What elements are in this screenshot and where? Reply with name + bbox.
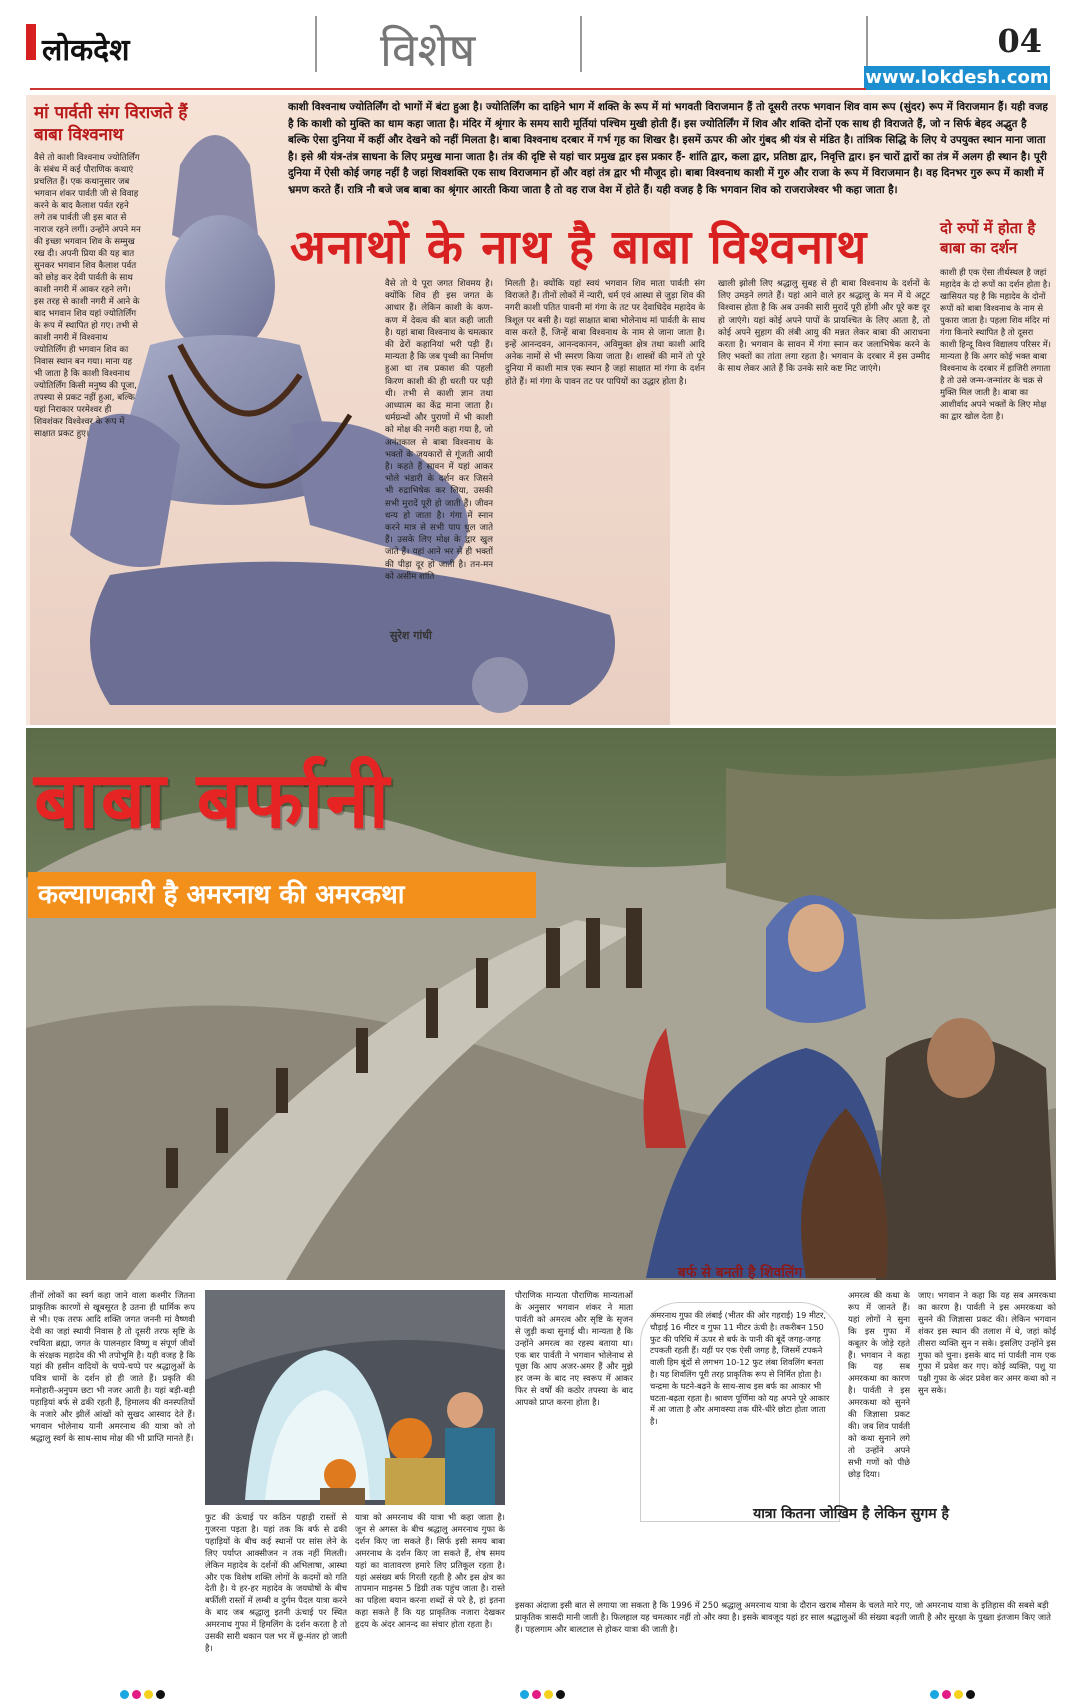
newspaper-logo[interactable]: लोकदेश (42, 33, 130, 68)
black-dot (966, 1690, 975, 1699)
black-dot (156, 1690, 165, 1699)
masthead (0, 0, 1080, 92)
divider (866, 16, 868, 72)
cyan-dot (520, 1690, 529, 1699)
shivling-box-heading: बर्फ से बनती है शिवलिंग (677, 1265, 803, 1281)
cyan-dot (120, 1690, 129, 1699)
article-column-1: वैसे तो ये पूरा जगत शिवमय है। क्योंकि शिव ही इस जगत के आधार हैं। लेकिन काशी के कण-कण में देवत्व की बात कही जाती है। यहां बाबा विश्वनाथ के चमत्कार की ढेरों कहानियां भरी पड़ी हैं। मान्यता है कि जब पृथ्वी का निर्माण हुआ था तब प्रकाश की पहली किरण काशी की ही धरती पर पड़ी थी। तभी से काशी ज्ञान तथा आध्यात्म का केंद्र माना जाता है। धर्मग्रन्थों और पुराणों में भी काशी को मोक्ष की नगरी कहा गया है, जो अनंतकाल से बाबा विश्वनाथ के भक्तों के जयकारों से गूंजती आयी है। कहते हैं सावन में यहां आकर भोले भंडारी के दर्शन कर जिसने भी रुद्राभिषेक कर लिया, उसकी सभी मुरादें पूरी हो जाती हैं। जीवन धन्य हो जाता है। गंगा में स्नान करने मात्र से सभी पाप धुल जाते हैं। उसके लिए मोक्ष के द्वार खुल जाते हैं। यहां आने भर से ही भक्तों की पीड़ा दूर हो जाती है। तन-मन को असीम शांति (385, 279, 493, 582)
bottom-column-1: तीनों लोकों का स्वर्ग कहा जाने वाला कश्मीर जितना प्राकृतिक कारणों से खूबसूरत है उतना ही धार्मिक रूप से भी। एक तरफ आदि शक्ति जगत जननी मां वैष्णवी देवी का जहां स्थायी निवास है तो दूसरी तरफ सृष्टि के रचयिता ब्रह्मा, जगत के पालनहार विष्णु व संपूर्ण जीवों के संरक्षक महादेव की भी तपोभूमि है। यही वजह है कि यहां की हसीन वादियों के चप्पे-चप्पे पर श्रद्धालुओं के पवित्र धामों के दर्शन हो ही जाते हैं। प्रकृति की मनोहारी-अनुपम छटा भी नजर आती है। यहां बड़ी-बड़ी पहाड़ियां बर्फ से ढकी रहती हैं, हिमालय की वनस्पतियों के नजारे और झीलें आंखों को सुखद आस्वाद देते हैं। भगवान भोलेनाथ यानी अमरनाथ की यात्रा को तो श्रद्धालु स्वर्ग के साथ-साथ मोक्ष की भी प्राप्ति मानते हैं। (30, 1290, 195, 1443)
website-link[interactable]: www.lokdesh.com (865, 67, 1049, 88)
cyan-dot (930, 1690, 939, 1699)
feature-title: बाबा बर्फानी (34, 756, 392, 846)
black-dot (556, 1690, 565, 1699)
section-title: विशेष (380, 23, 476, 77)
print-registration-marks (120, 1684, 168, 1694)
magenta-dot (942, 1690, 951, 1699)
yellow-dot (144, 1690, 153, 1699)
shivling-box-text: अमरनाथ गुफा की लंबाई (भीतर की ओर गहराई) 19 मीटर, चौड़ाई 16 मीटर व गुफा 11 मीटर ऊंची है। तकरीबन 150 फुट की परिधि में ऊपर से बर्फ के पानी की बूंदें जगह-जगह टपकती रहती हैं। यहीं पर एक ऐसी जगह है, जिसमें टपकने वाली हिम बूंदों से लगभग 10-12 फुट लंबा शिवलिंग बनता है। यह शिवलिंग पूरी तरह प्राकृतिक रूप से निर्मित होता है। चन्द्रमा के घटने-बढ़ने के साथ-साथ इस बर्फ का आकार भी घटता-बढ़ता रहता है। श्रावण पूर्णिमा को यह अपने पूरे आकार में आ जाता है और अमावस्या तक धीरे-धीरे छोटा होता जाता है। (650, 1310, 830, 1427)
article-column-3: खाली झोली लिए श्रद्धालु सुबह से ही बाबा विश्वनाथ के दर्शनों के लिए उमड़ने लगते हैं। यहां आने वाले हर श्रद्धालु के मन में ये अटूट विश्वास होता है कि अब उनकी सारी मुरादें पूरी होंगी और पूरे कष्ट दूर हो जाएंगे। यहां कोई अपने पापों के प्रायश्चित के लिए आता है, तो कोई अपने सुहाग की लंबी आयु की मन्नत लेकर बाबा की आराधना करता है। भगवान के सावन में गंगा स्नान कर जलाभिषेक करने के लिए भक्तों का तांता लगा रहता है। भगवान के दरबार में इस उम्मीद के साथ लेकर आते हैं कि उनके सारे कष्ट मिट जाएंगे। (718, 279, 930, 375)
bottom-column-3: यात्रा को अमरनाथ की यात्रा भी कहा जाता है। जून से अगस्त के बीच श्रद्धालु अमरनाथ गुफा के दर्शन किए जा सकते हैं। सिर्फ इसी समय बाबा अमरनाथ के दर्शन किए जा सकते हैं, शेष समय यहां का वातावरण हमारे लिए प्रतिकूल रहता है। यहां असंख्य बर्फ गिरती रहती है और इस क्षेत्र का तापमान माइनस 5 डिग्री तक पहुंच जाता है। रास्ते का पहिला बयान करना शब्दों से परे है, हां इतना कहा सकते हैं कि यह प्राकृतिक नजारा देखकर हृदय के अंदर आनन्द का संचार होता रहता है। (355, 1512, 505, 1630)
author-credit: सुरेश गांधी (390, 629, 432, 642)
magenta-dot (132, 1690, 141, 1699)
main-headline: अनाथों के नाथ है बाबा विश्वनाथ (290, 220, 868, 275)
logo-mark (26, 24, 36, 60)
magenta-dot (532, 1690, 541, 1699)
page-number: 04 (997, 22, 1042, 60)
sidebar-heading: दो रुपों में होता है बाबा का दर्शन (940, 219, 1036, 257)
yatra-heading: यात्रा कितना जोखिम है लेकिन सुगम है (753, 1506, 949, 1522)
sidebar-text: काशी ही एक ऐसा तीर्थस्थल है जहां महादेव के दो रूपों का दर्शन होता है। खासियत यह है कि महादेव के दोनों रूपों को बाबा विश्वनाथ के नाम से पुकारा जाता है। पहला शिव मंदिर मां गंगा किनारे स्थापित है तो दूसरा काशी हिन्दू विश्व विद्यालय परिसर में। मान्यता है कि अगर कोई भक्त बाबा विश्वनाथ के दरबार में हाजिरी लगाता है तो उसे जन्म-जन्मांतर के चक्र से मुक्ति मिल जाती है। बाबा का आशीर्वाद अपने भक्तों के लिए मोक्ष का द्वार खोल देता है। (940, 267, 1051, 421)
bottom-column-4: पौराणिक मान्यता पौराणिक मान्यताओं के अनुसार भगवान शंकर ने माता पार्वती को अमरत्व और सृष्टि के सृजन से जुड़ी कथा सुनाई थी। मान्यता है कि उन्होंने अमरत्व का रहस्य बताया था। एक बार पार्वती ने भगवान भोलेनाथ से पूछा कि आप अजर-अमर हैं और मुझे हर जन्म के बाद नए स्वरूप में आकर फिर से वर्षों की कठोर तपस्या के बाद आपको प्राप्त करना होता है। (515, 1290, 633, 1408)
divider (315, 16, 317, 72)
top-paragraph: काशी विश्वनाथ ज्योतिर्लिंग दो भागों में बंटा हुआ है। ज्योतिर्लिंग का दाहिने भाग में शक्ति के रूप में मां भगवती विराजमान हैं तो दूसरी तरफ भगवान शिव वाम रूप (सुंदर) रूप में विराजमान हैं। यही वजह है कि काशी को मुक्ति का धाम कहा जाता है। मंदिर में श्रृंगार के समय सारी मूर्तियां पश्चिम मुखी होती हैं। इस ज्योतिर्लिंग में शिव और शक्ति दोनों एक साथ ही विराजते हैं, जो न सिर्फ बेहद अद्भुत है बल्कि ऐसा दुनिया में कहीं और देखने को नहीं मिलता है। बाबा विश्वनाथ दरबार में गर्भ गृह का शिखर है। इसमें ऊपर की ओर गुंबद श्री यंत्र से मंडित है। तांत्रिक सिद्धि के लिए ये उपयुक्त स्थान माना जाता है। इसे श्री यंत्र-तंत्र साधना के लिए प्रमुख माना जाता है। तंत्र की दृष्टि से यहां चार प्रमुख द्वार इस प्रकार हैं- शांति द्वार, कला द्वार, प्रतिष्ठा द्वार, निवृत्ति द्वार। इन चारों द्वारों का तंत्र में अलग ही स्थान है। पूरी दुनिया में ऐसी कोई जगह नहीं है जहां शिवशक्ति एक साथ विराजमान हों और वहां तंत्र द्वार भी मौजूद हो। बाबा विश्वनाथ काशी में गुरु और राजा के रूप में विराजमान है। वह दिनभर गुरु रूप में काशी में भ्रमण करते हैं। रात्रि नौ बजे जब बाबा का श्रृंगार आरती किया जाता है तो वह राज वेश में होते हैं। यही वजह है कि भगवान शिव को राजराजेश्वर भी कहा जाता है। (288, 101, 1048, 196)
intro-heading: मां पार्वती संग विराजते हैं बाबा विश्वनाथ (34, 103, 188, 145)
intro-text: वैसे तो काशी विश्वनाथ ज्योतिर्लिंग के संबंध में कई पौराणिक कथाएं प्रचलित हैं। एक कथानुसार जब भगवान शंकर पार्वती जी से विवाह करने के बाद कैलाश पर्वत रहने लगे तब पार्वती जी इस बात से नाराज रहने लगीं। उन्होंने अपने मन की इच्छा भगवान शिव के सम्मुख रख दी। अपनी प्रिया की यह बात सुनकर भगवान शिव कैलाश पर्वत को छोड़ कर देवी पार्वती के साथ काशी नगरी में आकर रहने लगे। इस तरह से काशी नगरी में आने के बाद भगवान शिव यहां ज्योतिर्लिंग के रूप में स्थापित हो गए। तभी से काशी नगरी में विश्वनाथ ज्योतिर्लिंग ही भगवान शिव का निवास स्थान बन गया। माना यह भी जाता है कि काशी विश्वनाथ ज्योतिर्लिंग किसी मनुष्य की पूजा, तपस्या से प्रकट नहीं हुआ, बल्कि यहां निराकार परमेश्वर ही शिवशंकर विश्वेश्वर के रूप में साक्षात प्रकट हुए। (34, 153, 141, 439)
feature-subtitle: कल्याणकारी है अमरनाथ की अमरकथा (28, 872, 536, 918)
bottom-column-6: जाए। भगवान ने कहा कि यह सब अमरकथा का कारण है। पार्वती ने इस अमरकथा को सुनने की जिज्ञासा प्रकट की। लेकिन भगवान शंकर इस स्थान की तलाश में थे, जहां कोई तीसरा व्यक्ति सुन न सके। इसलिए उन्होंने इस गुफा को चुना। इसके बाद मां पार्वती नाम एक गुफा में प्रवेश कर गए। कोई व्यक्ति, पशु या पक्षी गुफा के अंदर प्रवेश कर अमर कथा को न सुन सके। (918, 1290, 1056, 1396)
article-column-2: मिलती है। क्योंकि यहां स्वयं भगवान शिव माता पार्वती संग विराजते हैं। तीनों लोकों में न्यारी, धर्म एवं आस्था से जुड़ा शिव की नगरी काशी पतित पावनी मां गंगा के तट पर देवाधिदेव महादेव के त्रिशूल पर बसी है। यहां साक्षात बाबा भोलेनाथ मां पार्वती के साथ वास करते हैं, जिन्हें बाबा विश्वनाथ के नाम से जाना जाता है। इन्हें आनन्दवन, आनन्दकानन, अविमुक्त क्षेत्र तथा काशी आदि अनेक नामों से भी स्मरण किया जाता है। शास्त्रों की मानें तो पूरे दुनिया में काशी मात्र एक स्थान है जहां साक्षात मां गंगा के दर्शन होते हैं। मां गंगा के पावन तट पर पापियों का उद्धार होता है। (505, 279, 705, 387)
cave-shivling-photo (205, 1290, 505, 1505)
divider (580, 16, 582, 72)
bottom-column-5: अमरत्व की कथा के रूप में जानते हैं। यहां लोगों ने सुना कि इस गुफा में कबूतर के जोड़े रहते हैं। भगवान ने कहा कि यह सब अमरकथा का कारण है। पार्वती ने इस अमरकथा को सुनने की जिज्ञासा प्रकट की। जब शिव पार्वती को कथा सुनाने लगे तो उन्होंने अपने सभी गणों को पीछे छोड़ दिया। (848, 1290, 910, 1479)
header-rule (30, 88, 866, 90)
yellow-dot (954, 1690, 963, 1699)
print-registration-marks (520, 1684, 568, 1694)
yatra-text: इसका अंदाजा इसी बात से लगाया जा सकता है कि 1996 में 250 श्रद्धालु अमरनाथ यात्रा के दौरान खराब मौसम के चलते मारे गए, जो अमरनाथ यात्रा के इतिहास की सबसे बड़ी प्राकृतिक त्रासदी मानी जाती है। फिलहाल यह चमत्कार नहीं तो और क्या है। इसके बावजूद यहां हर साल श्रद्धालुओं की संख्या बढ़ती जाती है और सुरक्षा के पुख्ता इंतजाम किए जाते हैं। पहलगाम और बालटाल से होकर यात्रा की जाती है। (515, 1600, 1051, 1634)
bottom-column-2: फुट की ऊंचाई पर कठिन पहाड़ी रास्तों से गुजरना पड़ता है। यहां तक कि बर्फ से ढकी पहाड़ियों के बीच कई स्थानों पर सांस लेने के लिए पर्याप्त आक्सीजन न तक नहीं मिलती। लेकिन महादेव के दर्शनों की अभिलाषा, आस्था और एक विशेष शक्ति लोगों के कदमों को गति देती है। ये हर-हर महादेव के जयघोषों के बीच बर्फीली रास्तों में लम्बी व दुर्गम पैदल यात्रा करने के बाद जब श्रद्धालु इतनी ऊंचाई पर स्थित अमरनाथ गुफा में हिमलिंग के दर्शन करता है तो उसकी सारी थकान पल भर में छू-मंतर हो जाती है। (205, 1512, 347, 1653)
print-registration-marks (930, 1684, 978, 1694)
yellow-dot (544, 1690, 553, 1699)
